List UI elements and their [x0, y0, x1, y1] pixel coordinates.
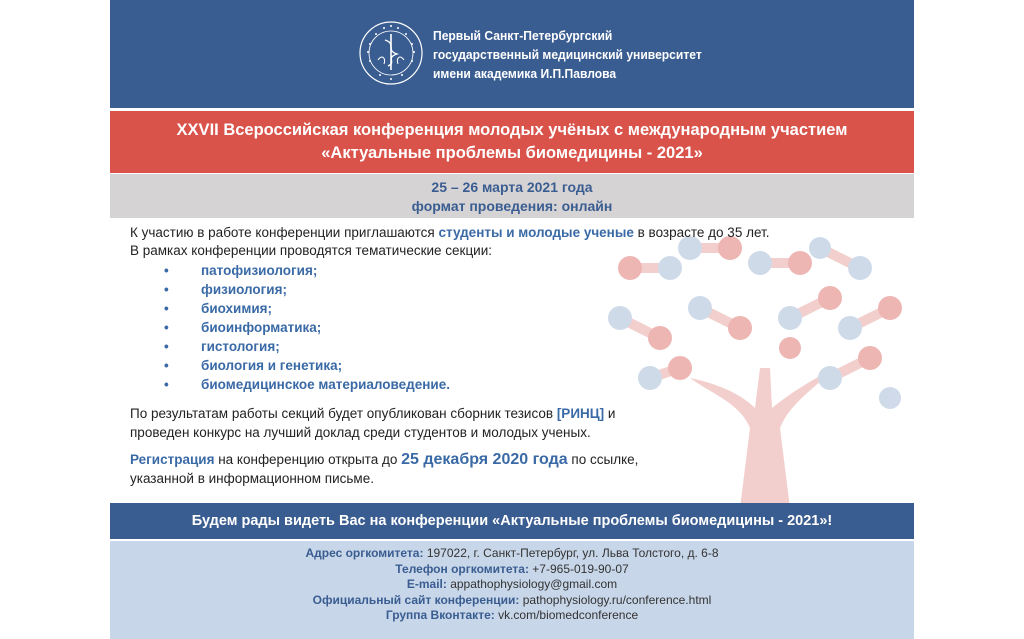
registration-text — [130, 450, 638, 488]
contact-website — [110, 593, 914, 609]
contact-value: vk.com/biomedconference — [494, 608, 639, 622]
university-header — [110, 0, 914, 108]
section-label: биоинформатика; — [201, 320, 322, 335]
contact-value: pathophysiology.ru/conference.html — [519, 592, 712, 607]
conference-title-line2: «Актуальные проблемы биомедицины - 2021» — [321, 144, 703, 162]
intro-part1: К участию в работе конференции приглашаются — [130, 225, 439, 240]
bullet: • — [164, 320, 169, 335]
intro-part2: в возрасте до 35 лет. — [633, 225, 770, 240]
contact-value: +7-965-019-90-07 — [528, 561, 629, 576]
results-text — [130, 404, 615, 442]
rinc-highlight: [РИНЦ] — [556, 406, 605, 421]
results-part2: и — [604, 406, 616, 421]
contact-phone — [110, 562, 914, 578]
list-item — [130, 280, 890, 299]
conference-dates-band — [110, 174, 914, 218]
contact-vk — [110, 608, 914, 624]
registration-deadline: 25 декабря 2020 года — [401, 451, 568, 468]
bullet: • — [164, 301, 169, 316]
bullet: • — [164, 377, 169, 392]
list-item — [130, 299, 890, 318]
conference-poster — [110, 0, 914, 639]
contact-label: E-mail: — [406, 577, 447, 591]
registration-part2: по ссылке, — [567, 452, 639, 467]
contact-label: Адрес оргкомитета: — [305, 546, 424, 560]
contact-address — [110, 546, 914, 562]
contact-label: Телефон оргкомитета: — [395, 561, 529, 576]
university-name-line: государственный медицинский университет — [433, 47, 702, 62]
bullet: • — [164, 358, 169, 373]
registration-highlight: Регистрация — [130, 452, 215, 467]
contact-value: appathophysiology@gmail.com — [446, 577, 618, 591]
results-line1 — [130, 404, 615, 423]
intro-text — [130, 224, 890, 394]
section-label: биомедицинское материаловедение. — [201, 377, 450, 392]
bullet: • — [164, 339, 169, 354]
results-part1: По результатам работы секций будет опубликован сборник тезисов — [130, 406, 557, 421]
intro-highlight: студенты и молодые ученые — [438, 225, 634, 240]
welcome-banner: Будем рады видеть Вас на конференции «Актуальные проблемы биомедицины - 2021»! — [110, 503, 914, 539]
contacts-footer — [110, 541, 914, 639]
list-item — [130, 261, 890, 280]
contact-label: Официальный сайт конференции: — [312, 592, 520, 607]
section-label: биохимия; — [201, 301, 273, 316]
university-name-line: имени академика И.П.Павлова — [433, 66, 617, 81]
section-label: физиология; — [201, 282, 287, 297]
conference-format: формат проведения: онлайн — [411, 198, 613, 214]
conference-title-band — [110, 111, 914, 173]
section-label: биология и генетика; — [201, 358, 343, 373]
list-item — [130, 318, 890, 337]
bullet: • — [164, 282, 169, 297]
registration-line2: указанной в информационном письме. — [130, 471, 374, 486]
section-label: патофизиология; — [201, 263, 318, 278]
intro-line1 — [130, 224, 890, 242]
list-item — [130, 375, 890, 394]
list-item — [130, 337, 890, 356]
contact-label: Группа Вконтакте: — [385, 608, 495, 622]
university-name-line: Первый Санкт-Петербургский — [433, 28, 613, 43]
university-seal-icon — [358, 20, 424, 86]
list-item — [130, 356, 890, 375]
university-name — [433, 26, 702, 83]
conference-title-line1: XXVII Всероссийская конференция молодых учёных с международным участием — [176, 121, 848, 139]
registration-line1 — [130, 450, 638, 469]
sections-list — [130, 261, 890, 394]
results-line2: проведен конкурс на лучший доклад среди студентов и молодых ученых. — [130, 425, 591, 440]
bullet: • — [164, 263, 169, 278]
section-label: гистология; — [201, 339, 280, 354]
contact-email — [110, 577, 914, 593]
conference-dates: 25 – 26 марта 2021 года — [431, 179, 593, 195]
registration-part1: на конференцию открыта до — [214, 452, 402, 467]
intro-line2: В рамках конференции проводятся тематические секции: — [130, 243, 493, 258]
contact-value: 197022, г. Санкт-Петербург, ул. Льва Толстого, д. 6-8 — [423, 546, 719, 560]
